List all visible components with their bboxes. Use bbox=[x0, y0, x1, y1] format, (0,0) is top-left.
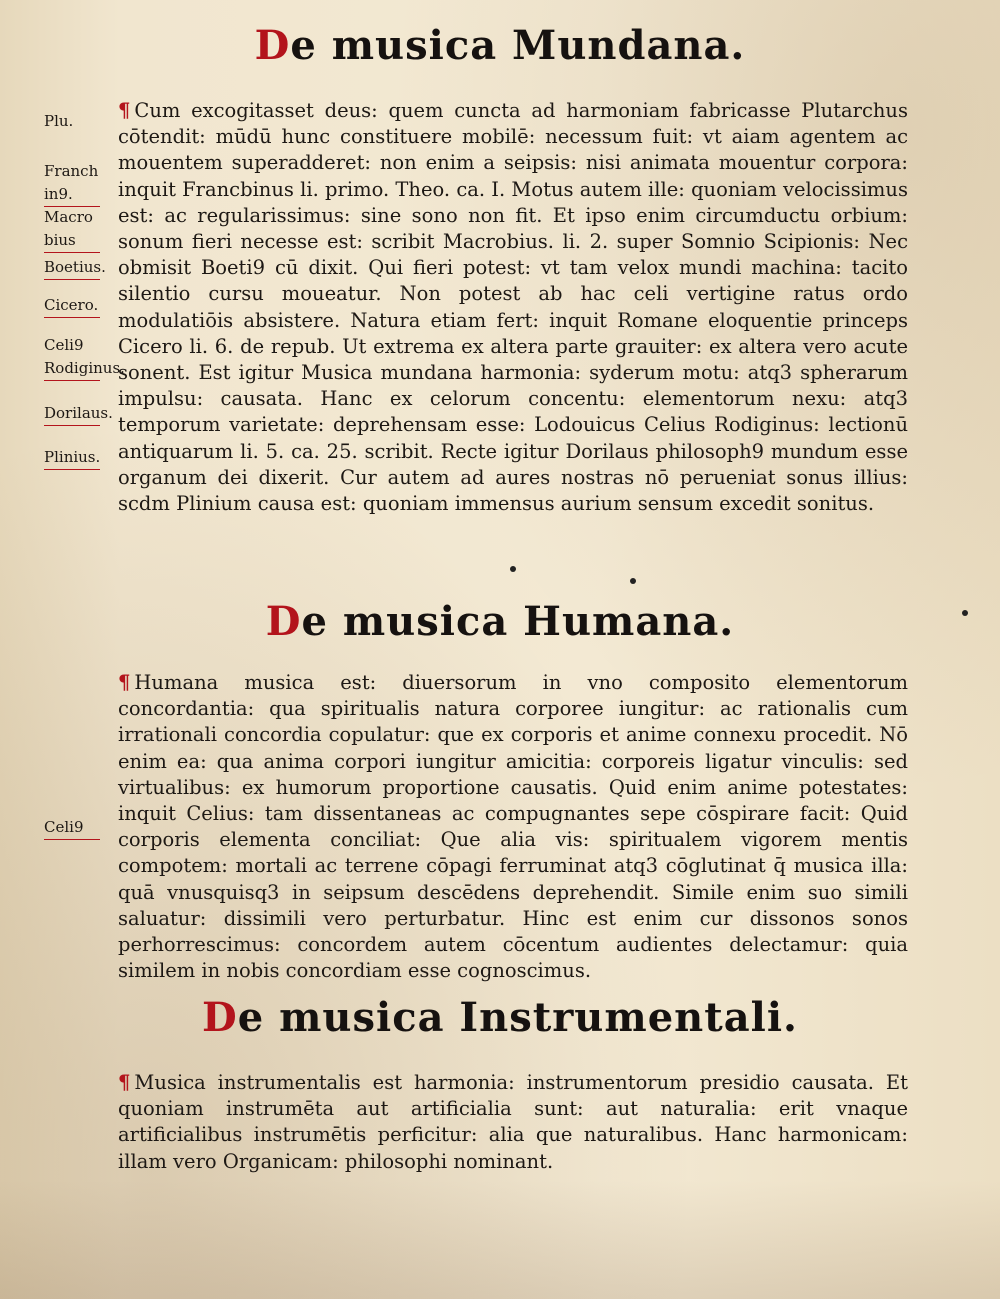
paragraph-musica-humana bbox=[118, 670, 908, 984]
margin-note-celius: Celi9 bbox=[44, 816, 104, 840]
paragraph-musica-mundana bbox=[118, 98, 908, 517]
heading-text: e musica Mundana. bbox=[290, 22, 746, 69]
pilcrow-icon: ¶ bbox=[118, 99, 131, 122]
heading-text: e musica Instrumentali. bbox=[237, 994, 798, 1041]
margin-note-cicero: Cicero. bbox=[44, 294, 104, 318]
margin-note-celius-rodiginus: Celi9 Rodiginus. bbox=[44, 334, 106, 381]
heading-initial: D bbox=[202, 994, 238, 1041]
heading-musica-instrumentali bbox=[0, 994, 1000, 1041]
ink-dot bbox=[510, 566, 516, 572]
paragraph-musica-instrumentali bbox=[118, 1070, 908, 1175]
margin-note-plinius: Plinius. bbox=[44, 446, 104, 470]
paragraph-text: Cum excogitasset deus: quem cuncta ad harmoniam fabricasse Plutarchus cōtendit: mūdū hunc constituere mobilē: necessum fuit: vt aiam agentem ac mouentem superadderet: non enim a seipsis: nisi animata mouentur corpora: inquit Francbinus li. primo. Theo. ca. I. Motus autem ille: quoniam velocissimus est: ac regularissimus: sine sono non fit. Et ipso enim circumductu orbium: sonum fieri necesse est: scribit Macrobius. li. 2. super Somnio Scipionis: Nec obmisit Boeti9 cū dixit. Qui fieri potest: vt tam velox mundi machina: tacito silentio cursu moueatur. Non potest ab hac celi vertigine ratus ordo modulatiōis absistere. Natura etiam fert: inquit Romane eloquentie princeps Cicero li. 6. de repub. Ut extrema ex altera parte grauiter: ex altera vero acute sonent. Est igitur Musica mundana harmonia: syderum motu: atq3 spherarum impulsu: causata. Hanc ex celorum concentu: elementorum nexu: atq3 temporum varietate: deprehensam esse: Lodouicus Celius Rodiginus: lectionū antiquarum li. 5. ca. 25. scribit. Recte igitur Dorilaus philosoph9 mundum esse organum dei dixerit. Cur autem ad aures nostras nō perueniat sonus illius: scdm Plinium causa est: quoniam immensus aurium sensum excedit sonitus. bbox=[118, 99, 908, 516]
pilcrow-icon: ¶ bbox=[118, 671, 131, 694]
pilcrow-icon: ¶ bbox=[118, 1071, 131, 1094]
margin-note-franchinus: Franchin9. bbox=[44, 160, 106, 207]
page-shadow bbox=[0, 1180, 1000, 1299]
heading-initial: D bbox=[254, 22, 291, 69]
paragraph-text: Humana musica est: diuersorum in vno composito elementorum concordantia: qua spiritualis natura corporee iungitur: ac rationalis cum irrationali concordia copulatur: que ex corporis et anime connexu procedit. Nō enim ea: qua anima corpori iungitur amicitia: corporeis ligatur vinculis: sed virtualibus: ex humorum proportione causatis. Quid enim anime potestates: inquit Celius: tam dissentaneas ac compugnantes sepe cōspirare facit: Quid corporis elementa conciliat: Que alia vis: spiritualem vigorem mentis compotem: mortali ac terrene cōpagi ferruminat atq3 cōglutinat q̄ musica illa: quā vnusquisq3 in seipsum descēdens deprehendit. Simile enim suo simili saluatur: dissimili vero perturbatur. Hinc est enim cur dissonos sonos perhorrescimus: concordem autem cōcentum audientes delectamur: quia similem in nobis concordiam esse cognoscimus. bbox=[118, 671, 908, 983]
heading-musica-humana bbox=[0, 598, 1000, 645]
margin-note-boetius: Boetius. bbox=[44, 256, 104, 280]
paragraph-text: Musica instrumentalis est harmonia: instrumentorum presidio causata. Et quoniam instrumēta aut artificialia sunt: aut naturalia: erit vnaque artificialibus instrumētis perficitur: alia que naturalibus. Hanc harmonicam: illam vero Organicam: philosophi nominant. bbox=[118, 1071, 908, 1173]
heading-musica-mundana bbox=[0, 22, 1000, 69]
margin-note-macrobius: Macrobius bbox=[44, 206, 106, 253]
heading-initial: D bbox=[265, 598, 302, 645]
margin-note-dorilaus: Dorilaus. bbox=[44, 402, 104, 426]
ink-dot bbox=[630, 578, 636, 584]
heading-text: e musica Humana. bbox=[301, 598, 735, 645]
margin-note-plutarchus: Plu. bbox=[44, 112, 74, 130]
